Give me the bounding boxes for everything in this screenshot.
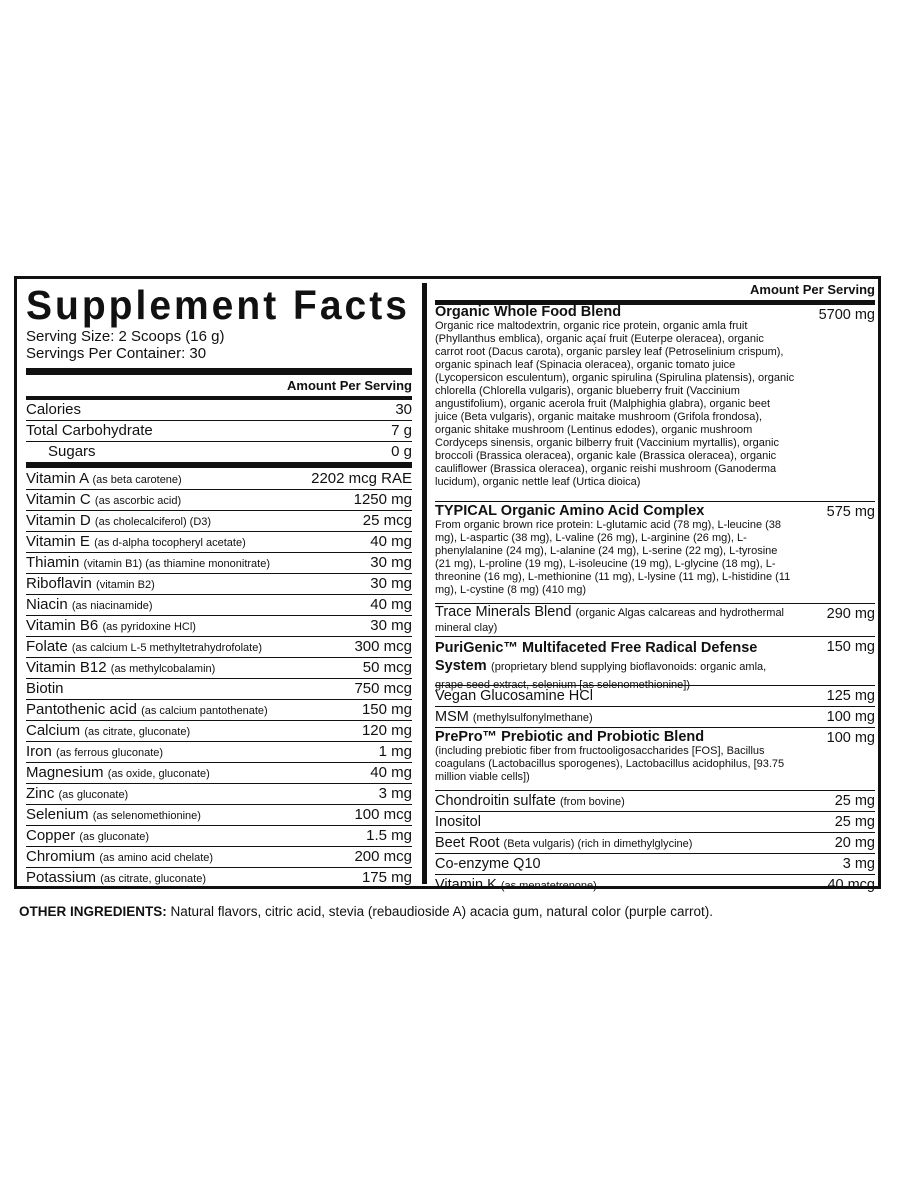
right-column	[435, 279, 875, 895]
nutrient-amount: 30 mg	[370, 575, 412, 592]
blend-prepro	[435, 728, 875, 791]
nutrient-note: (as selenomethionine)	[92, 810, 201, 822]
nutrient-note: (as citrate, gluconate)	[84, 726, 191, 738]
nutrient-amount: 30	[395, 401, 412, 418]
blend-amount: 100 mg	[826, 730, 875, 746]
nutrient-name: Calcium	[26, 722, 81, 739]
nutrient-name: Vitamin E	[26, 533, 90, 550]
supplement-facts-panel	[14, 276, 881, 893]
nutrient-note: (as gluconate)	[79, 831, 150, 843]
nutrient-amount: 175 mg	[361, 869, 412, 886]
nutrient-note: (as d-alpha tocopheryl acetate)	[94, 537, 246, 549]
ingredient-amount: 100 mg	[826, 709, 875, 725]
nutrient-amount: 30 mg	[370, 554, 412, 571]
nutrient-name: Vitamin B12	[26, 659, 107, 676]
nutrient-amount: 40 mg	[370, 596, 412, 613]
ingredient-note: (as menatetrenone)	[500, 880, 597, 892]
nutrient-name: Copper	[26, 827, 76, 844]
nutrient-row	[26, 532, 412, 553]
nutrient-note: (as calcium L-5 methyltetrahydrofolate)	[71, 642, 263, 654]
blend-trace-minerals	[435, 604, 875, 637]
panel-title: Supplement Facts	[26, 283, 410, 329]
nutrient-row-total-carbohydrate	[26, 421, 412, 442]
nutrient-name: Pantothenic acid	[26, 701, 137, 718]
ingredient-amount: 125 mg	[826, 688, 875, 704]
nutrient-amount: 3 mg	[378, 785, 412, 802]
nutrient-row-calories	[26, 400, 412, 421]
blend-description-text: Organic rice maltodextrin, organic rice protein, organic amla fruit (Phyllanthus emblica), organic açaí fruit (Euterpe oleracea), organic carrot root (Dacus carota), organic parsley leaf (Petroselinium crispum), organic spinach leaf (Spinacia oleracea), organic tomato juice (Lycopersicon esculentum), organic spirulina (Spirulina platensis), organic chlorella (Chlorella vulgaris), organic blueberry fruit (Vaccinium angustifolium), organic acerola fruit (Malphighia glabra), organic beet juice (Beta vulgaris), organic maitake mushroom (Grifola frondosa), organic shitake mushroom (Lentinus edodes), organic mushroom Cordyceps sinensis, organic bilberry fruit (Vaccinium myrtallis), organic broccoli (Brassica oleracea), organic kale (Brassica oleracea), organic cauliflower (Brassica oleracea), organic reishi mushroom (Ganoderma lucidum), organic nettle leaf (Urtica dioica)	[435, 320, 795, 488]
nutrient-row	[26, 637, 412, 658]
left-column	[26, 279, 412, 888]
nutrient-amount: 0 g	[391, 443, 412, 460]
thick-rule	[26, 462, 412, 468]
nutrient-note: (as oxide, gluconate)	[107, 768, 210, 780]
nutrient-row	[26, 574, 412, 595]
ingredient-row-msm	[435, 707, 875, 728]
blend-title: Organic Whole Food Blend	[435, 304, 622, 320]
nutrient-amount: 1.5 mg	[366, 827, 412, 844]
nutrient-note: (as methylcobalamin)	[110, 663, 216, 675]
nutrient-amount: 200 mcg	[354, 848, 412, 865]
nutrient-note: (as citrate, gluconate)	[100, 873, 206, 885]
nutrient-amount: 150 mg	[361, 701, 412, 718]
nutrient-row	[26, 658, 412, 679]
nutrient-name: Sugars	[48, 443, 96, 460]
nutrient-row	[26, 553, 412, 574]
nutrient-row	[26, 784, 412, 805]
nutrient-name: Total Carbohydrate	[26, 422, 153, 439]
ingredient-note: (Beta vulgaris) (rich in dimethylglycine)	[503, 838, 693, 850]
ingredient-row	[435, 833, 875, 854]
nutrient-name: Vitamin C	[26, 491, 91, 508]
nutrient-name: Zinc	[26, 785, 55, 802]
nutrient-name: Niacin	[26, 596, 68, 613]
blend-description: From organic brown rice protein: L-glutamic acid (78 mg), L-leucine (38 mg), L-aspartic (38 mg), L-valine (26 mg), L-arginine (26 mg), L-phenylalanine (24 mg), L-alanine (24 mg), L-serine (22 mg), L-tyrosine (21 mg), L-proline (19 mg), L-isoleucine (19 mg), L-glycine (18 mg), L-threonine (16 mg), L-methionine (11 mg), L-lysine (11 mg), L-histidine (11 mg), L-cystine (8 mg) (410 mg)	[435, 519, 791, 596]
nutrient-name: Thiamin	[26, 554, 80, 571]
nutrient-row	[26, 469, 412, 490]
nutrient-amount: 750 mcg	[354, 680, 412, 697]
blend-description	[435, 320, 795, 489]
nutrient-name: Magnesium	[26, 764, 104, 781]
nutrient-note: (vitamin B2)	[96, 579, 155, 591]
ingredient-amount: 40 mcg	[827, 877, 875, 893]
serving-size: Serving Size: 2 Scoops (16 g)	[26, 328, 225, 345]
nutrient-amount: 40 mg	[370, 764, 412, 781]
nutrient-amount: 1 mg	[378, 743, 412, 760]
amount-per-serving-header: Amount Per Serving	[287, 378, 412, 393]
blend-amount: 150 mg	[826, 639, 875, 655]
ingredient-row	[435, 854, 875, 875]
other-ingredient-list	[435, 791, 875, 895]
ingredient-amount: 25 mg	[834, 814, 875, 830]
other-ingredients-text: Natural flavors, citric acid, stevia (rebaudioside A) acacia gum, natural color (purple carrot).	[166, 904, 713, 919]
nutrient-amount: 7 g	[391, 422, 412, 439]
nutrient-note: (as gluconate)	[58, 789, 129, 801]
blend-title: PrePro™ Prebiotic and Probiotic Blend	[435, 729, 705, 745]
nutrient-row	[26, 721, 412, 742]
blend-title: Trace Minerals Blend	[435, 604, 572, 620]
nutrient-amount: 2202 mcg RAE	[311, 470, 412, 487]
nutrient-name: Folate	[26, 638, 68, 655]
nutrient-row	[26, 679, 412, 700]
nutrient-row	[26, 595, 412, 616]
nutrient-note: (as cholecalciferol) (D3)	[94, 516, 212, 528]
nutrient-amount: 120 mg	[361, 722, 412, 739]
vitamin-list	[26, 469, 412, 888]
ingredient-row	[435, 791, 875, 812]
nutrient-row	[26, 826, 412, 847]
blend-note: (proprietary blend supplying bioflavonoids: organic amla, grape seed extract, selenium [as selenomethionine])	[435, 661, 767, 691]
other-ingredients	[19, 904, 713, 919]
amount-per-serving-header: Amount Per Serving	[750, 282, 875, 297]
nutrient-note: (as amino acid chelate)	[99, 852, 214, 864]
nutrient-row	[26, 511, 412, 532]
nutrient-amount: 1250 mg	[353, 491, 412, 508]
ingredient-amount: 20 mg	[834, 835, 875, 851]
servings-per-container: Servings Per Container: 30	[26, 345, 207, 362]
nutrient-name: Iron	[26, 743, 52, 760]
nutrient-note: (as ascorbic acid)	[94, 495, 182, 507]
ingredient-name: Co-enzyme Q10	[435, 856, 541, 872]
nutrient-note: (as calcium pantothenate)	[141, 705, 268, 717]
other-ingredients-label: OTHER INGREDIENTS:	[19, 904, 167, 919]
ingredient-name: Beet Root	[435, 835, 500, 851]
ingredient-row	[435, 812, 875, 833]
nutrient-row	[26, 490, 412, 511]
ingredient-name: Vitamin K	[435, 877, 497, 893]
nutrient-row-sugars	[26, 442, 412, 462]
ingredient-name: MSM	[435, 709, 469, 725]
nutrient-row	[26, 805, 412, 826]
ingredient-name: Chondroitin sulfate	[435, 793, 556, 809]
nutrient-amount: 50 mcg	[362, 659, 412, 676]
blend-title: TYPICAL Organic Amino Acid Complex	[435, 503, 705, 519]
nutrient-name: Potassium	[26, 869, 97, 886]
nutrient-row	[26, 763, 412, 784]
nutrient-name: Riboflavin	[26, 575, 92, 592]
blend-whole-food	[435, 305, 875, 502]
column-divider	[422, 283, 427, 884]
nutrient-name: Calories	[26, 401, 82, 418]
blend-note: (including prebiotic fiber from fructooligosaccharides [FOS], Bacillus coagulans (Lactobacillus sporogenes), Lactobacillus acidophilus, [93.75 million viable cells])	[435, 745, 785, 783]
ingredient-name: Vegan Glucosamine HCl	[435, 688, 593, 704]
nutrient-amount: 300 mcg	[354, 638, 412, 655]
blend-amount: 5700 mg	[818, 307, 875, 323]
nutrient-amount: 30 mg	[370, 617, 412, 634]
nutrient-note: (as niacinamide)	[71, 600, 153, 612]
nutrient-name: Biotin	[26, 680, 64, 697]
nutrient-amount: 40 mg	[370, 533, 412, 550]
nutrient-note: (as beta carotene)	[92, 474, 182, 486]
nutrient-name: Vitamin B6	[26, 617, 99, 634]
ingredient-amount: 25 mg	[834, 793, 875, 809]
blend-note: (organic Algas calcareas and hydrothermal mineral clay)	[435, 607, 785, 634]
nutrient-row	[26, 700, 412, 721]
blend-title: PuriGenic™ Multifaceted Free Radical Defense System	[435, 640, 758, 674]
nutrient-name: Selenium	[26, 806, 89, 823]
nutrient-row	[26, 742, 412, 763]
nutrient-note: (as ferrous gluconate)	[56, 747, 164, 759]
ingredient-amount: 3 mg	[842, 856, 875, 872]
ingredient-name: Inositol	[435, 814, 481, 830]
nutrient-row	[26, 616, 412, 637]
nutrient-row	[26, 868, 412, 888]
nutrient-row	[26, 847, 412, 868]
ingredient-row	[435, 875, 875, 895]
nutrient-name: Vitamin A	[26, 470, 89, 487]
nutrient-name: Vitamin D	[26, 512, 91, 529]
blend-amount: 290 mg	[826, 606, 875, 622]
thick-rule	[26, 368, 412, 375]
nutrient-amount: 25 mcg	[362, 512, 412, 529]
ingredient-note: (from bovine)	[559, 796, 625, 808]
nutrient-amount: 100 mcg	[354, 806, 412, 823]
nutrient-note: (vitamin B1) (as thiamine mononitrate)	[83, 558, 270, 570]
ingredient-note: (methylsulfonylmethane)	[472, 712, 593, 724]
blend-amino-acid	[435, 502, 875, 604]
nutrient-name: Chromium	[26, 848, 96, 865]
blend-purigenic	[435, 637, 875, 691]
blend-amount: 575 mg	[826, 504, 875, 520]
nutrient-note: (as pyridoxine HCl)	[102, 621, 196, 633]
